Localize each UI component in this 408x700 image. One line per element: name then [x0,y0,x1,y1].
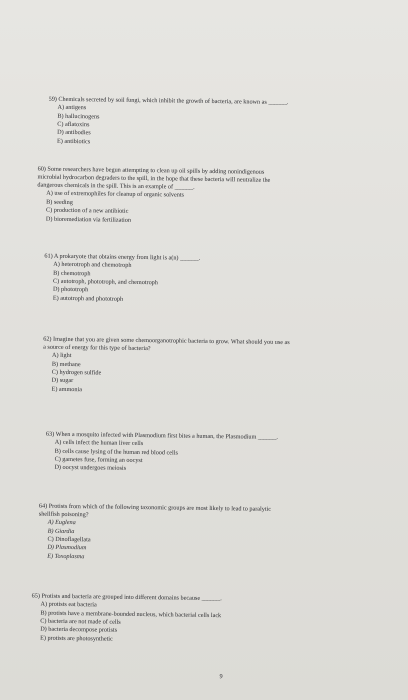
answer-option: B) seeding [46,198,73,206]
answer-option: A) light [51,351,72,360]
page-number: 9 [219,673,223,681]
answer-options [46,190,270,227]
question-63 [45,431,278,476]
question-62 [43,336,290,398]
question-60 [37,166,271,227]
answer-option: D) oocyst undergoes meiosis [54,464,127,473]
question-stem-line: 61) A prokaryote that obtains energy from light is a(n) ______. [44,252,201,262]
answer-options [53,261,200,305]
answer-option: A) use of extremophiles for cleanup of organic solvents [46,189,185,199]
question-59 [48,96,289,149]
answer-option: E) ammonia [51,385,83,393]
question-61 [44,253,200,305]
answer-options [54,439,278,476]
answer-option: C) Dinoflagellata [47,535,91,544]
answer-option: E) autotroph and phototroph [52,294,124,303]
answer-option: A) antigens [57,103,87,112]
answer-option: B) cells cause lysing of the human red blood cells [54,447,178,457]
answer-option: D) sugar [51,377,74,385]
answer-options [57,104,288,149]
answer-option: E) antibiotics [56,137,91,145]
answer-option: C) autotroph, phototroph, and chemotroph [53,277,158,287]
answer-option: C) bacteria are not made of cells [40,617,121,626]
answer-option: B) methane [51,360,81,368]
answer-option: B) protists have a membrane-bounded nucleus, which bacterial cells lack [40,609,222,619]
question-65 [31,593,222,646]
answer-options [47,519,271,564]
question-stem-line: a source of energy for this type of bacteria? [43,343,151,353]
answer-option: A) Euglena [47,518,76,527]
answer-options [52,352,290,397]
answer-option: A) heterotroph and chemotroph [53,260,132,269]
answer-option: A) protists eat bacteria [40,600,97,609]
answer-option: D) bioremediation via fertilization [45,215,132,224]
answer-option: B) chemotroph [53,269,91,277]
question-stem-line: 60) Some researchers have begun attempting to clean up oil spills by adding nonindigenous [37,165,265,176]
question-stem-line: 65) Protists and bacteria are grouped into different domains because ______. [31,592,222,603]
answer-option: E) Toxoplasma [47,552,85,561]
question-stem-line: 64) Protists from which of the following taxonomic groups are most likely to lead to paralytic [38,502,272,513]
answer-option: B) hallucinogens [57,112,100,120]
question-stem-line: microbial hydrocarbon degraders to the spill, in the hope that these bacteria will neutralize the [37,173,271,184]
answer-options [40,601,222,646]
question-stem-line: 62) Imagine that you are given some chemoorganotrophic bacteria to grow. What should you use as [43,335,290,347]
question-stem-line: 63) When a mosquito infected with Plasmodium first bites a human, the Plasmodium ______. [45,430,279,441]
answer-option: D) phototroph [52,286,89,294]
answer-option: E) protists are photosynthetic [40,634,113,643]
answer-option: A) cells infect the human liver cells [54,438,144,448]
answer-option: C) hydrogen sulfide [51,368,102,377]
answer-option: D) bacteria decompose protists [40,625,118,635]
question-64 [38,503,271,564]
answer-option: C) aflatoxins [57,120,90,129]
answer-option: B) Giardia [47,527,75,535]
answer-option: D) antibodies [57,129,91,137]
question-stem-line: dangerous chemicals in the spill. This is an example of ______. [37,181,195,191]
answer-option: D) Plasmodium [47,544,87,552]
answer-option: C) gametes fuse, forming an oocyst [54,455,143,464]
question-stem-line: 59) Chemicals secreted by soil fungi, which inhibit the growth of bacteria, are known as ______. [48,95,289,107]
question-stem-line: shellfish poisoning? [38,510,89,519]
answer-option: C) production of a new antibiotic [46,206,129,215]
